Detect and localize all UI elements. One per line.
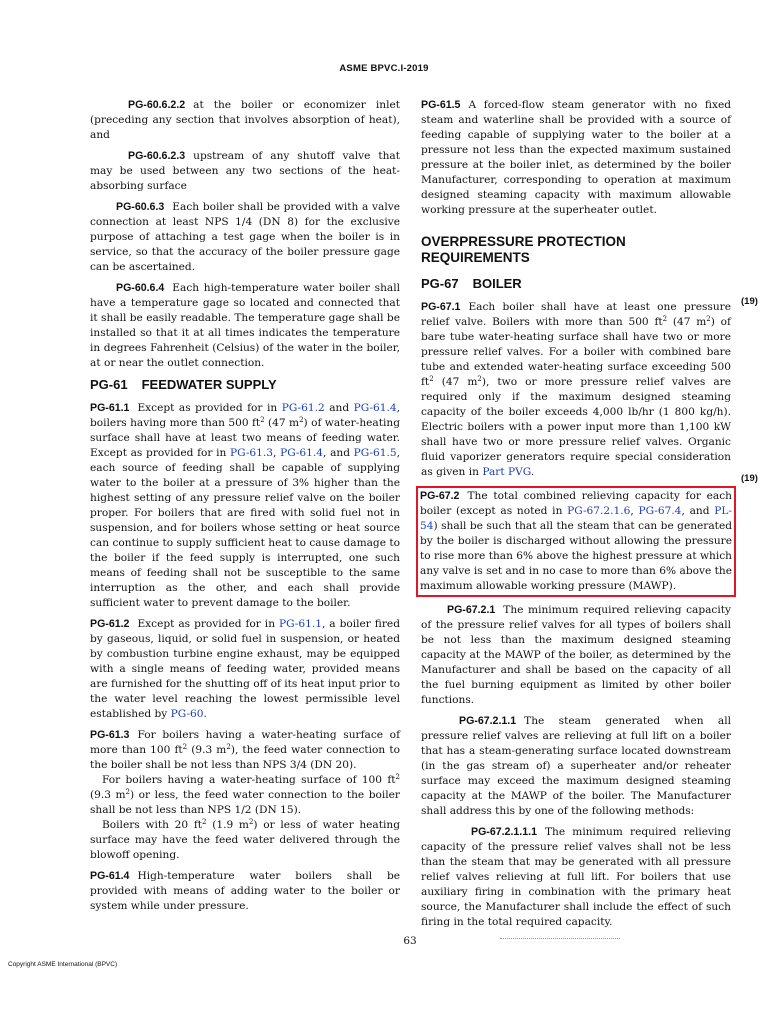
paragraph-pg-67-2 xyxy=(420,489,732,594)
paragraph-label: PG-61.4 xyxy=(90,870,130,882)
link-pg-67-4[interactable]: PG-67.4 xyxy=(638,505,682,517)
section-title: BOILER xyxy=(472,276,522,291)
text-run: Each boiler shall have at least one pressure relief valve. Boilers with more than 500 ft xyxy=(421,301,731,328)
copyright-notice: Copyright ASME International (BPVC) xyxy=(8,961,118,968)
paragraph-text: The minimum required relieving capacity of the pressure relief valves shall not be less than the steam that may be generated with all pressure relief valves relieving at full lift. For boilers that use auxiliary firing in combination with the primary heat source, the Manufacturer shall include the effect of such firing in the total required capacity. xyxy=(421,826,731,928)
paragraph-text: The steam generated when all pressure relief valves are relieving at full lift on a boiler that has a steam-generating surface located downstream (in the gas stream of) a superheater and/or reheater surface may exceed the maximum designed steaming capacity at the MAWP of the boiler. The Manufacturer shall address this by one of the following methods: xyxy=(421,715,731,817)
superscript: 2 xyxy=(662,315,668,323)
paragraph-label: PG-60.6.3 xyxy=(116,201,165,213)
paragraph-pg-61-4 xyxy=(90,869,400,914)
paragraph-pg-67-2-1-1-1 xyxy=(421,825,731,930)
revision-marker: (19) xyxy=(741,473,758,484)
revision-marker: (19) xyxy=(741,296,758,307)
paragraph-pg-61-1 xyxy=(90,401,400,611)
text-run: . xyxy=(203,708,207,720)
superscript: 2 xyxy=(260,416,265,424)
text-run: ) of water-heating surface shall have at least two means of feeding water. Except as provided for in xyxy=(90,417,400,459)
text-run: . xyxy=(530,466,535,478)
section-heading-overpressure: OVERPRESSURE PROTECTION REQUIREMENTS xyxy=(421,234,626,265)
paragraph-text: Each high-temperature water boiler shall have a temperature gage so located and connected that it shall be easily readable. The temperature gage shall be installed so that it at all times indicates the temperature in degrees Fahrenheit (Celsius) of the water in the boiler, at or near the outlet connection. xyxy=(90,282,400,369)
paragraph-pg-61-3-small-boilers xyxy=(90,773,400,818)
text-run: The total combined relieving capacity for each boiler (except as noted in xyxy=(420,490,732,517)
text-run: (DN 20). xyxy=(306,759,357,771)
page-number: 63 xyxy=(403,935,417,947)
paragraph-text: A forced-flow steam generator with no fixed steam and waterline shall be provided with a source of feeding capable of supplying water to the boiler at a pressure not less than the expected maximum sustained pressure at the boiler inlet, as determined by the boiler Manufacturer, corresponding to operation at maximum designed steaming capacity with maximum allowable working pressure at the superheater outlet. xyxy=(421,99,731,216)
link-pl-54[interactable]: PL-54 xyxy=(420,505,732,532)
section-number: PG-67 xyxy=(421,276,459,291)
paragraph-pg-60-6-4 xyxy=(90,281,400,371)
link-pg-61-5[interactable]: PG-61.5 xyxy=(353,447,397,459)
text-run: and xyxy=(324,402,354,414)
section-heading-pg-61 xyxy=(90,377,400,393)
text-run: , xyxy=(273,447,281,459)
paragraph-label: PG-67.1 xyxy=(421,301,461,313)
text-run: Boilers with 20 ft xyxy=(102,819,203,831)
text-run: (DN 15). xyxy=(251,804,302,816)
paragraph-label: PG-67.2.1.1.1 xyxy=(471,826,537,838)
text-run: ) of bare tube water-heating surface shall have two or more pressure relief valves. For a boiler with combined bare tube and extended water-heating surface exceeding 500 ft xyxy=(421,316,731,388)
superscript: 2 xyxy=(248,818,254,826)
text-run: For boilers having a water-heating surface of 100 ft xyxy=(102,774,396,786)
superscript: 2 xyxy=(299,416,304,424)
superscript: 2 xyxy=(125,788,131,796)
text-run: For boilers having a water-heating surface of more than 100 ft xyxy=(90,729,400,756)
link-pg-61-4[interactable]: PG-61.4 xyxy=(353,402,397,414)
text-run: ) or less, the feed water connection to the boiler shall be not less than NPS xyxy=(90,789,400,816)
paragraph-pg-61-2 xyxy=(90,617,400,722)
text-run: (47 m xyxy=(433,376,478,388)
text-run: ) or less of water heating surface may have the feed water delivered through the blowoff opening. xyxy=(90,819,400,861)
paragraph-pg-67-1 xyxy=(421,300,731,480)
text-run: , and xyxy=(681,505,715,517)
paragraph-label: PG-67.2.1 xyxy=(447,604,496,616)
text-run: , boilers having more than 500 ft xyxy=(90,402,400,429)
paragraph-pg-61-3 xyxy=(90,728,400,773)
fraction: 1/2 xyxy=(234,804,252,816)
left-column xyxy=(90,98,400,920)
running-header: ASME BPVC.I-2019 xyxy=(339,63,429,74)
text-run: , each source of feeding shall be capable of supplying water to the boiler at a pressure of 3% higher than the highest setting of any pressure relief valve on the boiler proper. For boilers that are fired with solid fuel not in suspension, and for boilers whose setting or heat source can continue to supply sufficient heat to cause damage to the boiler if the feed supply is interrupted, one such means of feeding shall not be susceptible to the same interruption as the other, and each shall provide sufficient water to prevent damage to the boiler. xyxy=(90,447,400,609)
paragraph-label: PG-61.2 xyxy=(90,618,130,630)
paragraph-pg-60-6-2-2 xyxy=(90,98,400,143)
link-pg-61-3[interactable]: PG-61.3 xyxy=(230,447,274,459)
paragraph-pg-61-5 xyxy=(421,98,731,218)
text-run: (9.3 m xyxy=(187,744,227,756)
paragraph-text: The minimum required relieving capacity of the pressure relief valves for all types of boilers shall be not less than the maximum designed steaming capacity at the MAWP of the boiler, as determined by the Manufacturer and shall be based on the capacity of all the fuel burning equipment as limited by other boiler functions. xyxy=(421,604,731,706)
link-pg-61-4[interactable]: PG-61.4 xyxy=(280,447,324,459)
right-column xyxy=(421,98,731,936)
fraction: 3/4 xyxy=(289,759,307,771)
paragraph-text: (DN 8) for the exclusive purpose of attaching a test gage when the boiler is in service, so that the accuracy of the boiler pressure gage can be ascertained. xyxy=(90,216,400,273)
link-pg-60[interactable]: PG-60 xyxy=(170,708,204,720)
paragraph-pg-60-6-3 xyxy=(90,200,400,275)
paragraph-pg-67-2-1-1 xyxy=(421,714,731,819)
paragraph-label: PG-61.1 xyxy=(90,402,130,414)
text-run: (47 m xyxy=(667,316,707,328)
superscript: 2 xyxy=(226,743,231,751)
paragraph-label: PG-60.6.4 xyxy=(116,282,165,294)
text-run: Except as provided for in xyxy=(137,618,279,630)
text-run: (47 m xyxy=(264,417,300,429)
dotted-rule xyxy=(500,938,620,940)
text-run: (1.9 m xyxy=(206,819,249,831)
section-number: PG-61 xyxy=(90,377,128,392)
link-pg-61-1[interactable]: PG-61.1 xyxy=(278,618,322,630)
paragraph-text: Each boiler shall be provided with a valve connection at least NPS xyxy=(90,201,400,228)
section-heading-pg-67 xyxy=(421,276,731,292)
paragraph-text: upstream of any shutoff valve that may be used between any two sections of the heat-absorbing surface xyxy=(90,150,400,192)
superscript: 2 xyxy=(477,375,482,383)
section-title: FEEDWATER SUPPLY xyxy=(141,377,277,392)
text-run: , a boiler fired by gaseous, liquid, or solid fuel in suspension, or heated by combustion turbine engine exhaust, may be equipped with a single means of feeding water, provided means are furnished for the shutting off of its heat input prior to the water level reaching the lowest permissible level established by xyxy=(90,618,400,720)
fraction: 1/4 xyxy=(235,216,253,228)
link-part-pvg[interactable]: Part PVG xyxy=(482,466,531,478)
paragraph-label: PG-60.6.2.3 xyxy=(128,150,186,162)
paragraph-pg-61-3-blowoff xyxy=(90,818,400,863)
superscript: 2 xyxy=(202,818,207,826)
superscript: 2 xyxy=(182,743,188,751)
paragraph-label: PG-67.2 xyxy=(420,490,460,502)
text-run: Except as provided for in xyxy=(137,402,282,414)
text-run: ), two or more pressure relief valves are required only if the maximum designed steaming capacity of the boiler exceeds 4,000 lb/hr (1 800 kg/h). Electric boilers with a power input more than 1,100 kW shall have two or more pressure relief valves. Organic fluid vaporizer generators require special consideration as given in xyxy=(421,376,731,478)
text-run: , xyxy=(630,505,639,517)
paragraph-text: at the boiler or economizer inlet (preceding any section that involves absorption of heat), and xyxy=(90,99,400,141)
paragraph-pg-67-2-1 xyxy=(421,603,731,708)
paragraph-label: PG-60.6.2.2 xyxy=(128,99,186,111)
text-run: (9.3 m xyxy=(90,789,126,801)
paragraph-label: PG-67.2.1.1 xyxy=(459,715,517,727)
highlight-box-pg-67-2 xyxy=(416,486,736,597)
text-run: ) shall be such that all the steam that can be generated by the boiler is discharged without allowing the pressure to rise more than 6% above the highest pressure at which any valve is set and in no case to more than 6% above the maximum allowable working pressure (MAWP). xyxy=(420,520,732,592)
paragraph-label: PG-61.5 xyxy=(421,99,461,111)
link-pg-67-2-1-6[interactable]: PG-67.2.1.6 xyxy=(567,505,631,517)
paragraph-text: High-temperature water boilers shall be provided with means of adding water to the boiler or system while under pressure. xyxy=(90,870,400,912)
paragraph-pg-60-6-2-3 xyxy=(90,149,400,194)
superscript: 2 xyxy=(429,375,434,383)
text-run: , and xyxy=(323,447,354,459)
paragraph-label: PG-61.3 xyxy=(90,729,130,741)
link-pg-61-2[interactable]: PG-61.2 xyxy=(281,402,325,414)
superscript: 2 xyxy=(395,773,400,781)
superscript: 2 xyxy=(706,315,711,323)
text-run: ), the feed water connection to the boiler shall be not less than NPS xyxy=(90,744,400,771)
